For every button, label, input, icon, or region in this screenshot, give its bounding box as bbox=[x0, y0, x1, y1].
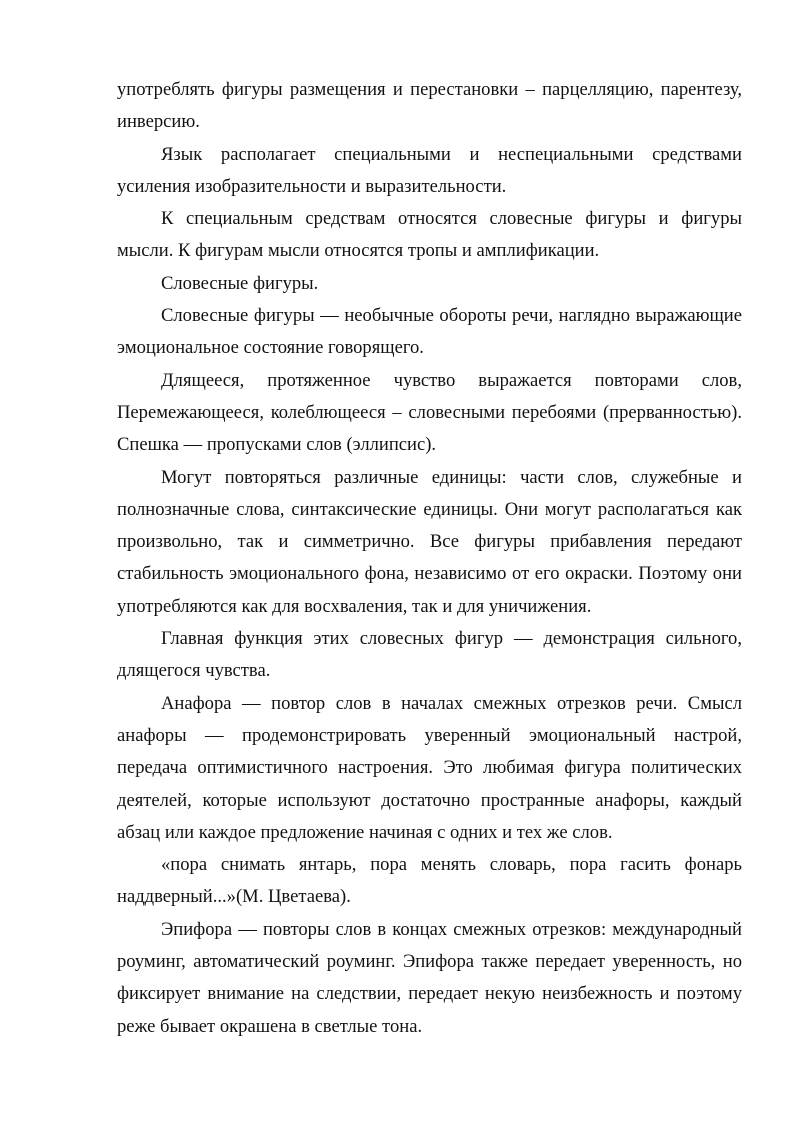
quotation: «пора снимать янтарь, пора менять словарь, пора гасить фонарь наддверный...»(М. Цветаева). bbox=[117, 854, 742, 908]
paragraph: Могут повторяться различные единицы: части слов, служебные и полнозначные слова, синтаксические единицы. Они могут располагаться как произвольно, так и симметрично. Все фигуры прибавления передают стабильность эмоционального фона, независимо от его окраски. Поэтому они употребляются как для восхваления, так и для уничижения. bbox=[117, 466, 742, 617]
paragraph: Эпифора — повторы слов в концах смежных отрезков: международный роуминг, автоматический роуминг. Эпифора также передает уверенность, но фиксирует внимание на следствии, передает некую неизбежность и поэтому реже бывает окрашена в светлые тона. bbox=[117, 918, 742, 1037]
body-text bbox=[117, 74, 742, 1043]
paragraph: Длящееся, протяженное чувство выражается повторами слов, Перемежающееся, колеблющееся – словесными перебоями (прерванностью). Спешка — пропусками слов (эллипсис). bbox=[117, 369, 742, 456]
paragraph: К специальным средствам относятся словесные фигуры и фигуры мысли. К фигурам мысли относятся тропы и амплификации. bbox=[117, 208, 742, 262]
paragraph: Анафора — повтор слов в началах смежных отрезков речи. Смысл анафоры — продемонстрировать уверенный эмоциональный настрой, передача оптимистичного настроения. Это любимая фигура политических деятелей, которые используют достаточно пространные анафоры, каждый абзац или каждое предложение начиная с одних и тех же слов. bbox=[117, 692, 742, 843]
paragraph-continuation: употреблять фигуры размещения и перестановки – парцелляцию, парентезу, инверсию. bbox=[117, 79, 742, 133]
paragraph: Язык располагает специальными и неспециальными средствами усиления изобразительности и выразительности. bbox=[117, 143, 742, 197]
paragraph: Главная функция этих словесных фигур — демонстрация сильного, длящегося чувства. bbox=[117, 628, 742, 682]
paragraph: Словесные фигуры — необычные обороты речи, наглядно выражающие эмоциональное состояние говорящего. bbox=[117, 305, 742, 359]
section-heading: Словесные фигуры. bbox=[161, 272, 319, 294]
